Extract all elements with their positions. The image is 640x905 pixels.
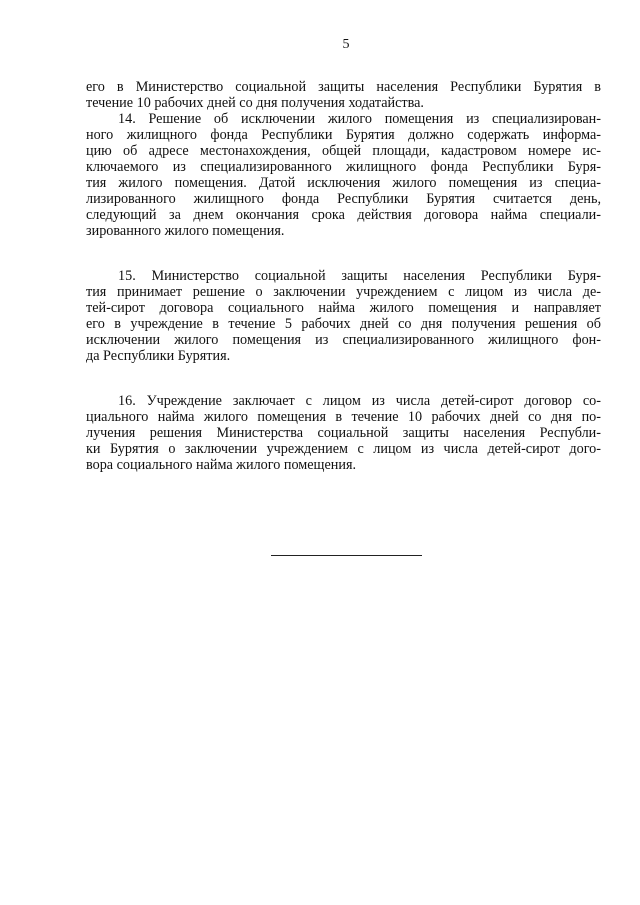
paragraph-line: тия принимает решение о заключении учреждением с лицом из числа де- (86, 284, 601, 300)
paragraph-line: его в Министерство социальной защиты населения Республики Бурятия в (86, 79, 601, 95)
paragraph-line: его в учреждение в течение 5 рабочих дней со дня получения решения об (86, 316, 601, 332)
paragraph-line: циального найма жилого помещения в течение 10 рабочих дней со дня по- (86, 409, 601, 425)
paragraph-line: лизированного жилищного фонда Республики Бурятия считается день, (86, 191, 601, 207)
paragraph-line: зированного жилого помещения. (86, 223, 285, 239)
paragraph-line: ного жилищного фонда Республики Бурятия должно содержать информа- (86, 127, 601, 143)
end-divider (271, 555, 422, 556)
paragraph-line: тей-сирот договора социального найма жилого помещения и направляет (86, 300, 601, 316)
paragraph-line: да Республики Бурятия. (86, 348, 231, 364)
paragraph-line: лучения решения Министерства социальной защиты населения Республи- (86, 425, 601, 441)
paragraph-line: исключении жилого помещения из специализированного жилищного фон- (86, 332, 601, 348)
paragraph-line: ки Бурятия о заключении учреждением с лицом из числа детей-сирот дого- (86, 441, 601, 457)
paragraph-line: тия жилого помещения. Датой исключения жилого помещения из специа- (86, 175, 601, 191)
paragraph-line: вора социального найма жилого помещения. (86, 457, 357, 473)
paragraph-line: 14. Решение об исключении жилого помещения из специализирован- (118, 111, 601, 127)
page-number: 5 (342, 37, 350, 52)
paragraph-line: 16. Учреждение заключает с лицом из числа детей-сирот договор со- (118, 393, 601, 409)
paragraph-line: 15. Министерство социальной защиты населения Республики Буря- (118, 268, 601, 284)
paragraph-line: течение 10 рабочих дней со дня получения ходатайства. (86, 95, 424, 111)
paragraph-line: цию об адресе местонахождения, общей площади, кадастровом номере ис- (86, 143, 601, 159)
paragraph-line: следующий за днем окончания срока действия договора найма специали- (86, 207, 601, 223)
paragraph-line: ключаемого из специализированного жилищного фонда Республики Буря- (86, 159, 601, 175)
